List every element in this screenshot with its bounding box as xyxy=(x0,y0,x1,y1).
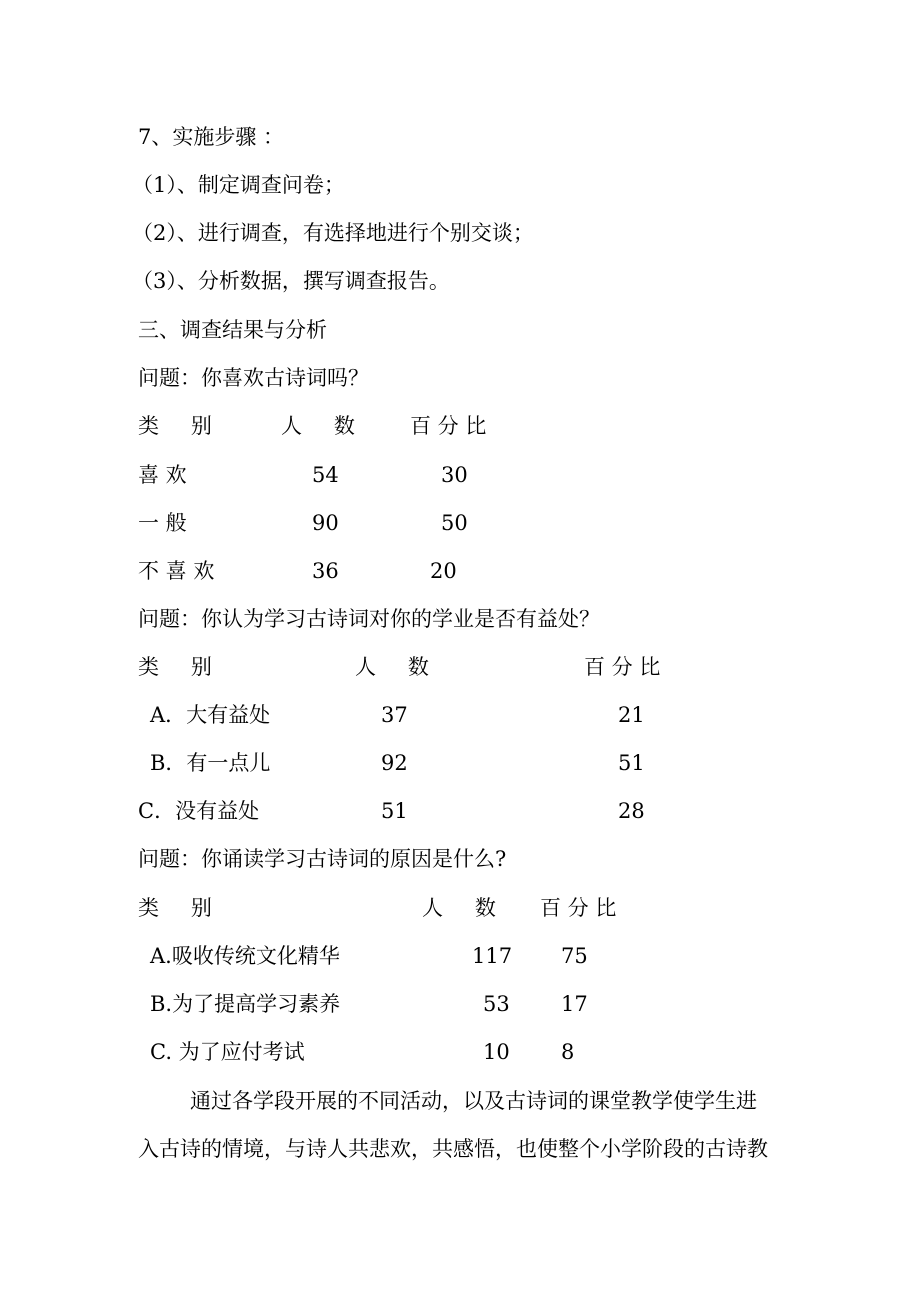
q2-row-category: B．有一点儿 xyxy=(150,751,271,775)
q1-row-category: 不 喜 欢 xyxy=(138,559,215,583)
q2-row-percent: 51 xyxy=(618,751,645,775)
q3-question: 问题：你诵读学习古诗词的原因是什么? xyxy=(138,847,507,871)
q2-row-percent: 21 xyxy=(618,703,645,727)
section-title: 三、调查结果与分析 xyxy=(138,318,327,342)
q1-question: 问题：你喜欢古诗词吗？ xyxy=(138,366,369,390)
q3-row-count: 10 xyxy=(483,1040,510,1064)
q2-row-count: 37 xyxy=(381,703,408,727)
q2-row-count: 92 xyxy=(381,751,408,775)
q2-row-count: 51 xyxy=(381,799,408,823)
q2-row-category: C．没有益处 xyxy=(138,799,260,823)
step-item-3: （3）、分析数据，撰写调查报告。 xyxy=(132,269,450,293)
q2-row-percent: 28 xyxy=(618,799,645,823)
q3-row-category: A.吸收传统文化精华 xyxy=(150,944,340,968)
q2-header-category: 类 别 xyxy=(138,655,225,679)
q1-row-count: 54 xyxy=(312,463,339,487)
q1-row-count: 36 xyxy=(312,559,339,583)
steps-title: 7、实施步骤 ： xyxy=(138,125,285,149)
q2-header-percent: 百 分 比 xyxy=(584,655,661,679)
q2-row-category: A．大有益处 xyxy=(150,703,271,727)
step-item-2: （2）、进行调查，有选择地进行个别交谈； xyxy=(132,221,534,245)
q1-row-count: 90 xyxy=(312,511,339,535)
q3-row-category: B.为了提高学习素养 xyxy=(150,992,341,1016)
q1-row-category: 喜 欢 xyxy=(138,463,187,487)
q3-row-count: 117 xyxy=(472,944,513,968)
q3-row-category: C. 为了应付考试 xyxy=(150,1040,305,1064)
paragraph-line-1: 通过各学段开展的不同活动，以及古诗词的课堂教学使学生进 xyxy=(190,1089,757,1113)
q1-header-count: 人 数 xyxy=(281,414,368,438)
q1-row-category: 一 般 xyxy=(138,511,187,535)
q3-row-percent: 17 xyxy=(561,992,588,1016)
q3-row-percent: 75 xyxy=(561,944,588,968)
q1-header-category: 类 别 xyxy=(138,414,225,438)
q3-header-category: 类 别 xyxy=(138,896,225,920)
q2-header-count: 人 数 xyxy=(355,655,442,679)
q2-question: 问题：你认为学习古诗词对你的学业是否有益处？ xyxy=(138,607,600,631)
paragraph-line-2: 入古诗的情境，与诗人共悲欢，共感悟，也使整个小学阶段的古诗教 xyxy=(138,1137,768,1161)
q1-row-percent: 50 xyxy=(441,511,468,535)
q3-row-count: 53 xyxy=(483,992,510,1016)
q3-header-percent: 百 分 比 xyxy=(540,896,617,920)
q1-row-percent: 30 xyxy=(441,463,468,487)
q1-row-percent: 20 xyxy=(430,559,457,583)
q3-header-count: 人 数 xyxy=(422,896,509,920)
step-item-1: （1）、制定调查问卷； xyxy=(132,173,345,197)
q3-row-percent: 8 xyxy=(561,1040,575,1064)
q1-header-percent: 百 分 比 xyxy=(410,414,487,438)
